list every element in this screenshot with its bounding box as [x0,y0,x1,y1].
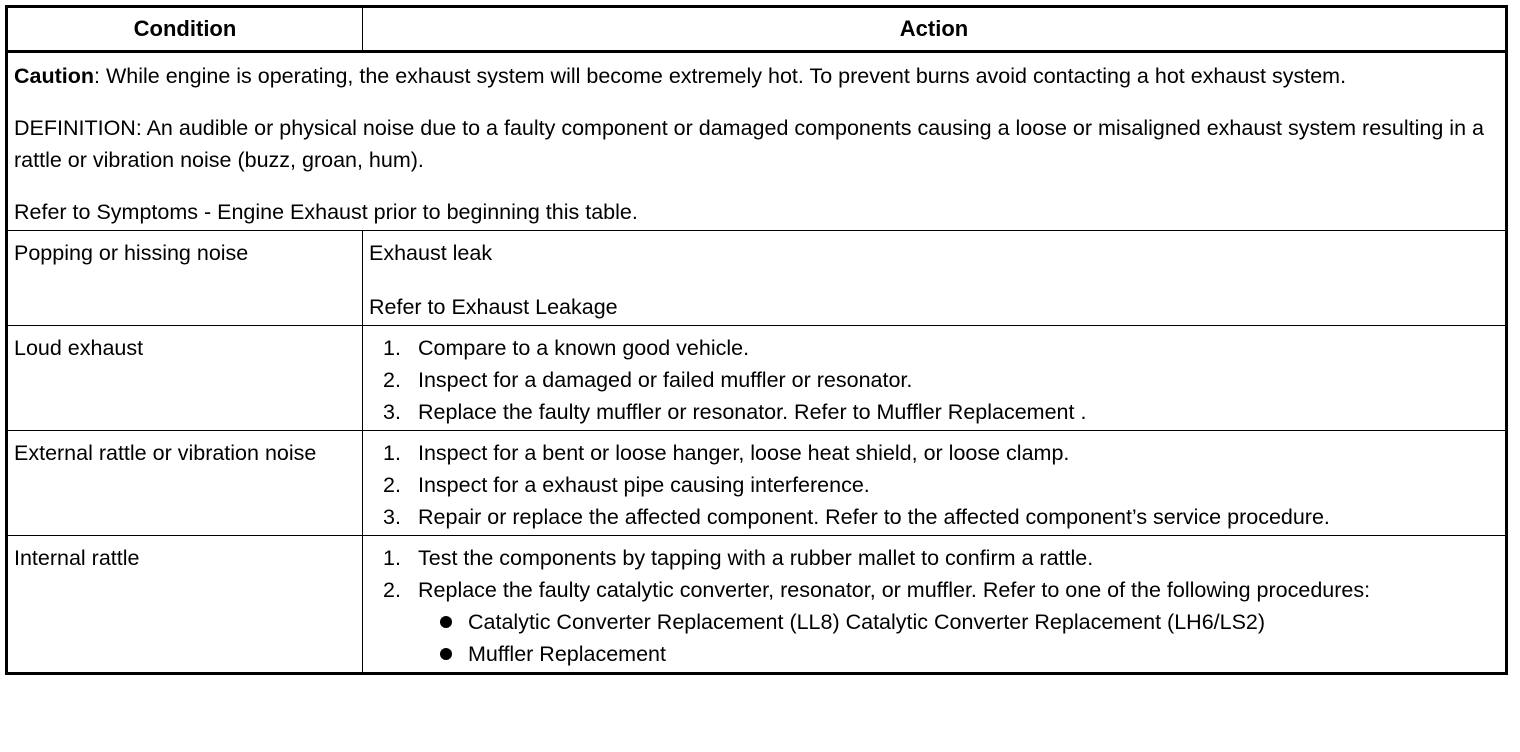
condition-cell: Loud exhaust [7,326,363,431]
step-number: 3. [383,505,401,529]
refer-symptoms-text: Refer to Symptoms - Engine Exhaust prior to beginning this table. [14,200,638,224]
step-item [369,396,1499,428]
condition-cell: Popping or hissing noise [7,231,363,326]
step-number: 1. [383,336,401,360]
table-row [7,431,1507,536]
action-text: Exhaust leak [369,241,493,265]
condition-cell: External rattle or vibration noise [7,431,363,536]
condition-cell: Internal rattle [7,536,363,674]
action-cell [363,326,1507,431]
steps-list [369,542,1499,670]
definition-text: DEFINITION: An audible or physical noise due to a faulty component or damaged components causing a loose or misaligned exhaust system resulting in a rattle or vibration noise (buzz, groan, hum). [14,116,1484,172]
table-row [7,536,1507,674]
action-header: Action [363,7,1507,52]
intro-cell [7,52,1507,231]
step-number: 2. [383,578,401,602]
caution-label: Caution [14,64,95,88]
step-text: Replace the faulty muffler or resonator. Refer to Muffler Replacement . [418,400,1087,424]
step-item [369,542,1499,574]
condition-header: Condition [7,7,363,52]
step-number: 2. [383,473,401,497]
diagnostic-table [5,5,1508,675]
step-item [369,574,1499,670]
step-text: Repair or replace the affected component. Refer to the affected component’s service procedure. [418,505,1330,529]
step-text: Inspect for a exhaust pipe causing interference. [418,473,870,497]
table-row [7,231,1507,326]
step-text: Inspect for a damaged or failed muffler or resonator. [418,368,913,392]
header-row [7,7,1507,52]
caution-note [14,60,1499,92]
procedure-item: Muffler Replacement [418,638,1499,670]
step-item [369,364,1499,396]
action-text: Refer to Exhaust Leakage [369,295,618,319]
step-text: Inspect for a bent or loose hanger, loose heat shield, or loose clamp. [418,441,1070,465]
step-item [369,469,1499,501]
caution-text: : While engine is operating, the exhaust system will become extremely hot. To prevent burns avoid contacting a hot exhaust system. [94,64,1347,88]
procedure-list [418,606,1499,670]
step-item [369,332,1499,364]
step-item [369,501,1499,533]
action-cell [363,431,1507,536]
action-cell [363,231,1507,326]
procedure-item: Catalytic Converter Replacement (LL8) Catalytic Converter Replacement (LH6/LS2) [418,606,1499,638]
step-text: Compare to a known good vehicle. [418,336,750,360]
steps-list [369,437,1499,533]
action-cell [363,536,1507,674]
step-text: Replace the faulty catalytic converter, resonator, or muffler. Refer to one of the following procedures: [418,578,1371,602]
table-row [7,326,1507,431]
intro-row [7,52,1507,231]
step-text: Test the components by tapping with a rubber mallet to confirm a rattle. [418,546,1094,570]
step-number: 1. [383,441,401,465]
step-number: 2. [383,368,401,392]
step-item [369,437,1499,469]
step-number: 1. [383,546,401,570]
steps-list [369,332,1499,428]
step-number: 3. [383,400,401,424]
